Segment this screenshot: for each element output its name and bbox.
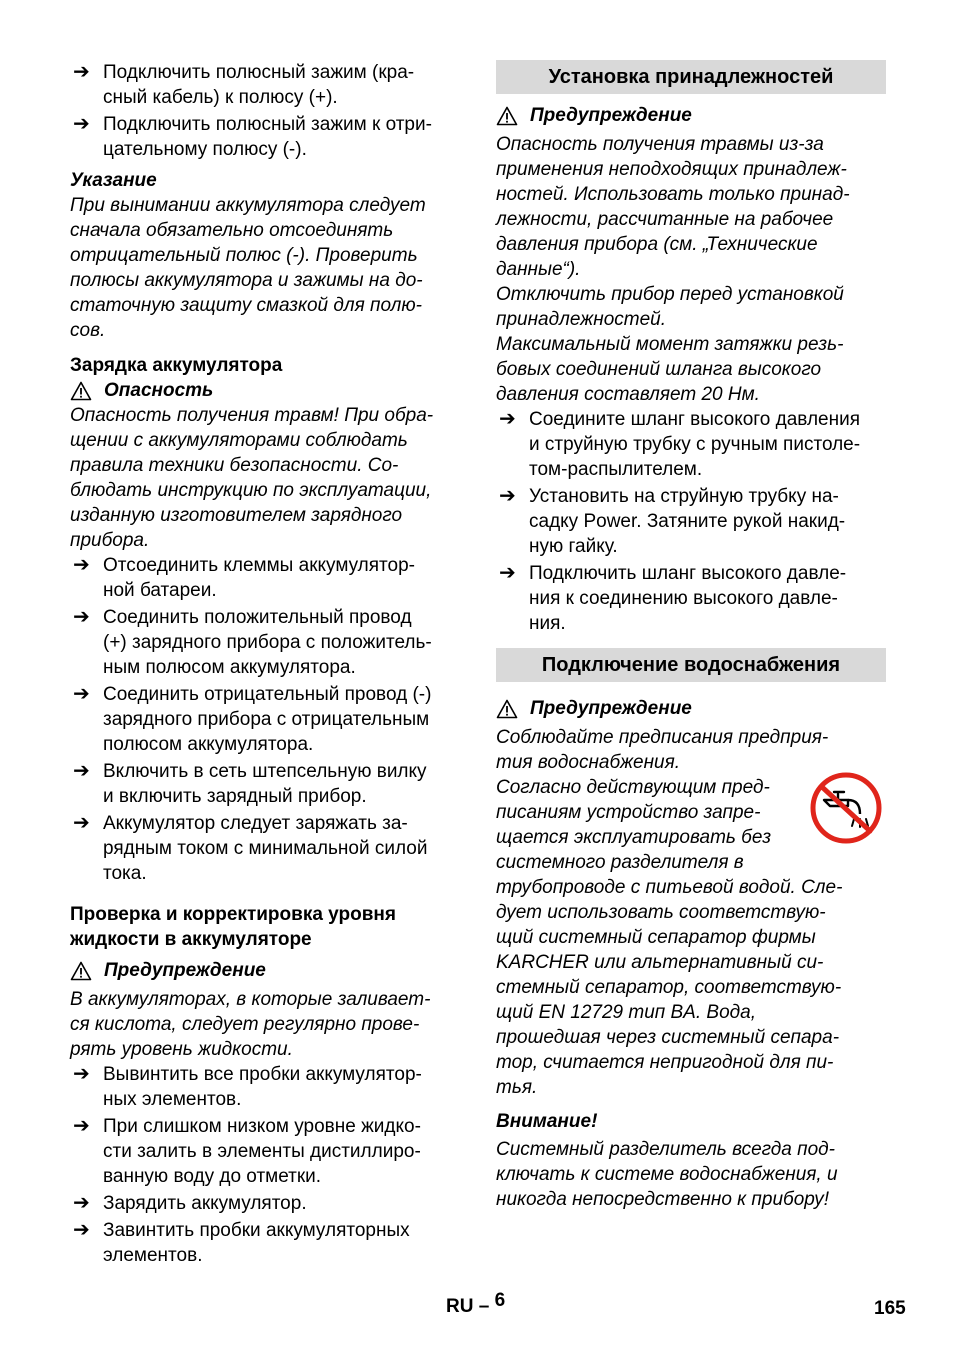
arrow-right-icon: ➔ [499,562,516,584]
left-column [70,60,462,1268]
bullet-line: садку Power. Затяните рукой накид- [529,511,846,532]
arrow-right-icon: ➔ [73,760,90,782]
bullet-line: Соединить отрицательный провод (-) [103,684,432,705]
page-number: 165 [874,1298,906,1319]
bullet-list-level [70,1062,462,1268]
text-line: жидкости в аккумуляторе [70,929,312,950]
warning-heading [70,958,462,983]
text-line: стемный сепаратор, соответствую- [496,977,842,998]
text-line: тья. [496,1077,538,1098]
water-section-title: Подключение водоснабжения [496,648,886,682]
warning-text [70,987,462,1062]
warning-heading [496,103,888,128]
bullet-line: (+) зарядного прибора с положитель- [103,632,432,653]
bullet-line: Отсоединить клеммы аккумулятор- [103,555,415,576]
level-section-title [70,902,462,952]
bullet-line: ную гайку. [529,536,618,557]
text-line: прибора. [70,530,150,551]
arrow-right-icon: ➔ [73,683,90,705]
bullet-item [70,553,462,603]
water-warning-heading [496,696,888,721]
text-line: полюсы аккумулятора и зажимы на до- [70,270,423,291]
text-line: Максимальный момент затяжки резь- [496,334,844,355]
bullet-line: Подключить полюсный зажим (кра- [103,62,415,83]
text-line: изданную изготовителем зарядного [70,505,403,526]
text-line: При вынимании аккумулятора следует [70,195,426,216]
accessories-torque-text [496,332,888,407]
bullet-line: Соединить положительный провод [103,607,412,628]
text-line: писаниям устройство запре- [496,802,761,823]
arrow-right-icon: ➔ [499,485,516,507]
bullet-line: рядным током с минимальной силой [103,838,428,859]
bullet-item [496,407,888,482]
text-line: Опасность получения травмы из-за [496,134,824,155]
text-line: сов. [70,320,106,341]
danger-label: Опасность [104,380,214,401]
bullet-item [70,1191,462,1216]
bullet-list-accessories [496,407,888,636]
bullet-item [70,60,462,110]
danger-heading [70,378,462,403]
text-line: ся кислота, следует регулярно прове- [70,1014,420,1035]
bullet-list-connect [70,60,462,162]
bullet-line: Аккумулятор следует заряжать за- [103,813,408,834]
text-line: Соблюдайте предписания предприя- [496,727,829,748]
bullet-item [70,112,462,162]
bullet-item [70,1062,462,1112]
warning-triangle-icon [70,381,92,401]
text-line: применения неподходящих принадлеж- [496,159,847,180]
bullet-line: и струйную трубку с ручным пистоле- [529,434,861,455]
danger-text [70,403,462,553]
bullet-line: сти залить в элементы дистиллиро- [103,1141,421,1162]
bullet-item [70,682,462,757]
warning-label: Предупреждение [530,698,692,719]
bullet-item [70,1218,462,1268]
bullet-item [496,561,888,636]
bullet-line: ных элементов. [103,1089,242,1110]
arrow-right-icon: ➔ [73,606,90,628]
accessories-switch-off-text [496,282,888,332]
warning-triangle-icon [496,699,518,719]
bullet-item [70,759,462,809]
text-line: Системный разделитель всегда под- [496,1139,836,1160]
text-line: щий системный сепаратор фирмы [496,927,816,948]
bullet-line: Подключить полюсный зажим к отри- [103,114,432,135]
text-line: рять уровень жидкости. [70,1039,293,1060]
text-line: сначала обязательно отсоединять [70,220,394,241]
text-line: блюдать инструкцию по эксплуатации, [70,480,432,501]
text-line: Отключить прибор перед установкой [496,284,844,305]
bullet-list-charging [70,553,462,886]
arrow-right-icon: ➔ [73,554,90,576]
bullet-line: ной батареи. [103,580,217,601]
note-title: Указание [70,170,157,191]
bullet-item [70,605,462,680]
bullet-line: При слишком низком уровне жидко- [103,1116,421,1137]
text-line: щении с аккумуляторами соблюдать [70,430,408,451]
text-line: KARCHER или альтернативный си- [496,952,824,973]
arrow-right-icon: ➔ [73,812,90,834]
bullet-line: тока. [103,863,147,884]
text-line: никогда непосредственно к прибору! [496,1189,829,1210]
text-line: трубопроводе с питьевой водой. Сле- [496,877,843,898]
page-footer-section [446,1290,506,1318]
bullet-line: том-распылителем. [529,459,703,480]
text-line: ностей. Использовать только принад- [496,184,850,205]
footer-dash: – [478,1296,490,1317]
bullet-line: зарядного прибора с отрицательным [103,709,430,730]
text-line: щий EN 12729 тип BA. Вода, [496,1002,756,1023]
bullet-line: элементов. [103,1245,203,1266]
bullet-line: цательному полюсу (-). [103,139,307,160]
bullet-line: Зарядить аккумулятор. [103,1193,307,1214]
text-line: В аккумуляторах, в которые заливает- [70,989,431,1010]
text-line: тия водоснабжения. [496,752,681,773]
warning-label: Предупреждение [530,105,692,126]
arrow-right-icon: ➔ [73,1219,90,1241]
water-separator-block [496,775,888,1100]
bullet-item [70,1114,462,1189]
text-line: Согласно действующим пред- [496,777,770,798]
text-line: Опасность получения травм! При обра- [70,405,434,426]
text-line: данные“). [496,259,581,280]
arrow-right-icon: ➔ [73,1115,90,1137]
warning-triangle-icon [70,961,92,981]
arrow-right-icon: ➔ [73,61,90,83]
text-line: отрицательный полюс (-). Проверить [70,245,418,266]
text-line: дует использовать соответствую- [496,902,826,923]
bullet-line: сный кабель) к полюсу (+). [103,87,338,108]
bullet-line: Вывинтить все пробки аккумулятор- [103,1064,422,1085]
text-line: щается эксплуатировать без [496,827,772,848]
water-regulations-text [496,725,888,775]
arrow-right-icon: ➔ [499,408,516,430]
arrow-right-icon: ➔ [73,1192,90,1214]
warning-label: Предупреждение [104,960,266,981]
bullet-line: ванную воду до отметки. [103,1166,322,1187]
text-line: тор, считается непригодной для пи- [496,1052,834,1073]
text-line: системного разделителя в [496,852,744,873]
accessories-warning-text [496,132,888,282]
bullet-line: ным полюсом аккумулятора. [103,657,356,678]
bullet-line: Соедините шланг высокого давления [529,409,861,430]
text-line: лежности, рассчитанные на рабочее [496,209,834,230]
text-line: давления составляет 20 Нм. [496,384,760,405]
bullet-item [70,811,462,886]
text-line: бовых соединений шланга высокого [496,359,822,380]
text-line: правила техники безопасности. Со- [70,455,399,476]
text-line: Проверка и корректировка уровня [70,904,396,925]
no-drinking-water-icon [808,770,884,846]
text-line: давления прибора (см. „Технические [496,234,818,255]
bullet-item [496,484,888,559]
bullet-line: и включить зарядный прибор. [103,786,367,807]
footer-page-num: 6 [494,1290,506,1311]
note-text [70,193,462,343]
bullet-line: ния. [529,613,566,634]
text-line: прошедшая через системный сепара- [496,1027,840,1048]
bullet-line: Завинтить пробки аккумуляторных [103,1220,410,1241]
bullet-line: Включить в сеть штепсельную вилку [103,761,427,782]
arrow-right-icon: ➔ [73,1063,90,1085]
right-column [496,60,888,1212]
arrow-right-icon: ➔ [73,113,90,135]
text-line: принадлежностей. [496,309,667,330]
bullet-line: Установить на струйную трубку на- [529,486,839,507]
accessories-section-title: Установка принадлежностей [496,60,886,94]
text-line: ключать к системе водоснабжения, и [496,1164,838,1185]
footer-lang: RU [446,1296,474,1317]
bullet-line: ния к соединению высокого давле- [529,588,838,609]
attention-text [496,1137,888,1212]
text-line: статочную защиту смазкой для полю- [70,295,422,316]
bullet-line: Подключить шланг высокого давле- [529,563,847,584]
attention-title: Внимание! [496,1111,598,1132]
bullet-line: полюсом аккумулятора. [103,734,314,755]
charging-section-title: Зарядка аккумулятора [70,355,283,376]
warning-triangle-icon [496,106,518,126]
